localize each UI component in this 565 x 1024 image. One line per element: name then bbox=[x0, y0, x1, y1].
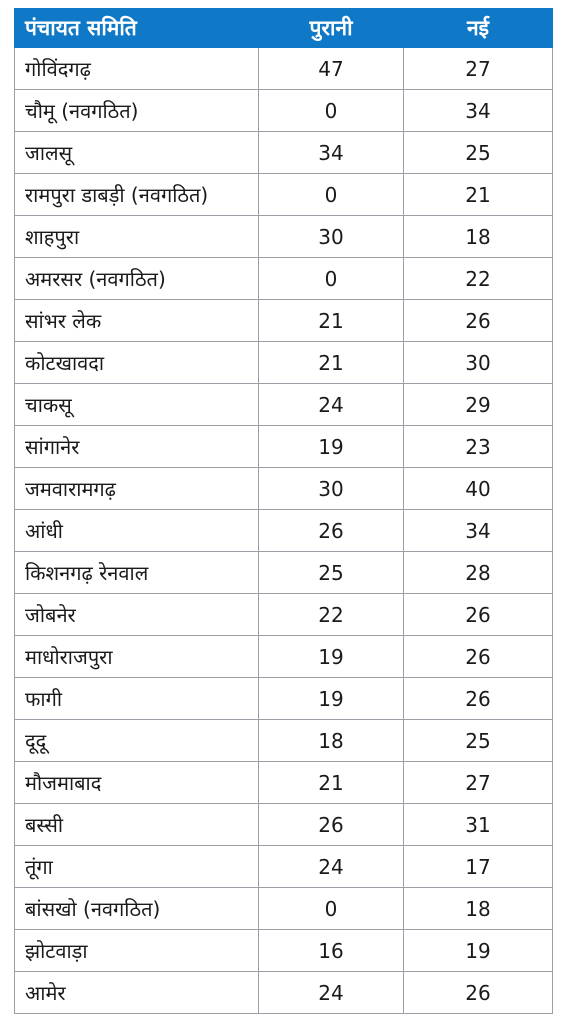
cell-panchayat-name: जोबनेर bbox=[15, 594, 259, 636]
cell-nai-count: 19 bbox=[404, 930, 553, 972]
cell-panchayat-name: अमरसर (नवगठित) bbox=[15, 258, 259, 300]
table-row bbox=[15, 972, 553, 1014]
table-header-row bbox=[15, 9, 553, 48]
cell-purani-count: 21 bbox=[259, 762, 404, 804]
cell-nai-count: 26 bbox=[404, 972, 553, 1014]
cell-panchayat-name: कोटखावदा bbox=[15, 342, 259, 384]
cell-purani-count: 34 bbox=[259, 132, 404, 174]
cell-nai-count: 26 bbox=[404, 636, 553, 678]
cell-nai-count: 34 bbox=[404, 90, 553, 132]
table-row bbox=[15, 300, 553, 342]
table-row bbox=[15, 258, 553, 300]
cell-nai-count: 27 bbox=[404, 48, 553, 90]
table-row bbox=[15, 426, 553, 468]
cell-nai-count: 31 bbox=[404, 804, 553, 846]
cell-nai-count: 28 bbox=[404, 552, 553, 594]
cell-nai-count: 27 bbox=[404, 762, 553, 804]
cell-purani-count: 0 bbox=[259, 90, 404, 132]
cell-nai-count: 26 bbox=[404, 300, 553, 342]
cell-nai-count: 23 bbox=[404, 426, 553, 468]
cell-purani-count: 26 bbox=[259, 804, 404, 846]
cell-purani-count: 21 bbox=[259, 300, 404, 342]
table-row bbox=[15, 846, 553, 888]
cell-panchayat-name: फागी bbox=[15, 678, 259, 720]
cell-nai-count: 40 bbox=[404, 468, 553, 510]
table-row bbox=[15, 636, 553, 678]
panchayat-table-container bbox=[14, 8, 552, 1014]
cell-purani-count: 21 bbox=[259, 342, 404, 384]
cell-panchayat-name: आंधी bbox=[15, 510, 259, 552]
cell-panchayat-name: शाहपुरा bbox=[15, 216, 259, 258]
cell-panchayat-name: दूदू bbox=[15, 720, 259, 762]
table-row bbox=[15, 594, 553, 636]
cell-purani-count: 0 bbox=[259, 258, 404, 300]
cell-purani-count: 0 bbox=[259, 888, 404, 930]
cell-panchayat-name: चाकसू bbox=[15, 384, 259, 426]
cell-panchayat-name: जमवारामगढ़ bbox=[15, 468, 259, 510]
table-row bbox=[15, 216, 553, 258]
cell-nai-count: 25 bbox=[404, 720, 553, 762]
table-row bbox=[15, 468, 553, 510]
cell-purani-count: 19 bbox=[259, 678, 404, 720]
cell-panchayat-name: मौजमाबाद bbox=[15, 762, 259, 804]
cell-purani-count: 24 bbox=[259, 972, 404, 1014]
cell-panchayat-name: तूंगा bbox=[15, 846, 259, 888]
cell-panchayat-name: माधोराजपुरा bbox=[15, 636, 259, 678]
cell-purani-count: 30 bbox=[259, 468, 404, 510]
table-row bbox=[15, 804, 553, 846]
panchayat-samiti-table bbox=[14, 8, 553, 1014]
cell-panchayat-name: गोविंदगढ़ bbox=[15, 48, 259, 90]
cell-purani-count: 19 bbox=[259, 636, 404, 678]
cell-panchayat-name: बांसखो (नवगठित) bbox=[15, 888, 259, 930]
table-row bbox=[15, 384, 553, 426]
cell-panchayat-name: रामपुरा डाबड़ी (नवगठित) bbox=[15, 174, 259, 216]
cell-nai-count: 17 bbox=[404, 846, 553, 888]
table-row bbox=[15, 888, 553, 930]
cell-panchayat-name: चौमू (नवगठित) bbox=[15, 90, 259, 132]
cell-panchayat-name: किशनगढ़ रेनवाल bbox=[15, 552, 259, 594]
cell-nai-count: 34 bbox=[404, 510, 553, 552]
cell-nai-count: 26 bbox=[404, 678, 553, 720]
cell-nai-count: 22 bbox=[404, 258, 553, 300]
table-row bbox=[15, 342, 553, 384]
cell-purani-count: 18 bbox=[259, 720, 404, 762]
cell-purani-count: 19 bbox=[259, 426, 404, 468]
table-row bbox=[15, 174, 553, 216]
cell-purani-count: 16 bbox=[259, 930, 404, 972]
table-row bbox=[15, 90, 553, 132]
cell-nai-count: 26 bbox=[404, 594, 553, 636]
table-row bbox=[15, 930, 553, 972]
cell-panchayat-name: सांगानेर bbox=[15, 426, 259, 468]
cell-nai-count: 25 bbox=[404, 132, 553, 174]
cell-panchayat-name: जालसू bbox=[15, 132, 259, 174]
cell-purani-count: 30 bbox=[259, 216, 404, 258]
cell-purani-count: 22 bbox=[259, 594, 404, 636]
cell-panchayat-name: बस्सी bbox=[15, 804, 259, 846]
table-row bbox=[15, 720, 553, 762]
cell-nai-count: 18 bbox=[404, 888, 553, 930]
cell-panchayat-name: झोटवाड़ा bbox=[15, 930, 259, 972]
cell-nai-count: 21 bbox=[404, 174, 553, 216]
cell-panchayat-name: आमेर bbox=[15, 972, 259, 1014]
cell-nai-count: 30 bbox=[404, 342, 553, 384]
table-body bbox=[15, 48, 553, 1014]
table-row bbox=[15, 762, 553, 804]
cell-panchayat-name: सांभर लेक bbox=[15, 300, 259, 342]
table-row bbox=[15, 510, 553, 552]
header-purani: पुरानी bbox=[259, 9, 404, 48]
cell-purani-count: 24 bbox=[259, 846, 404, 888]
table-row bbox=[15, 552, 553, 594]
table-row bbox=[15, 48, 553, 90]
cell-purani-count: 47 bbox=[259, 48, 404, 90]
cell-purani-count: 24 bbox=[259, 384, 404, 426]
table-row bbox=[15, 678, 553, 720]
cell-purani-count: 25 bbox=[259, 552, 404, 594]
cell-purani-count: 26 bbox=[259, 510, 404, 552]
cell-nai-count: 29 bbox=[404, 384, 553, 426]
cell-nai-count: 18 bbox=[404, 216, 553, 258]
table-row bbox=[15, 132, 553, 174]
header-nai: नई bbox=[404, 9, 553, 48]
header-panchayat-samiti: पंचायत समिति bbox=[15, 9, 259, 48]
cell-purani-count: 0 bbox=[259, 174, 404, 216]
